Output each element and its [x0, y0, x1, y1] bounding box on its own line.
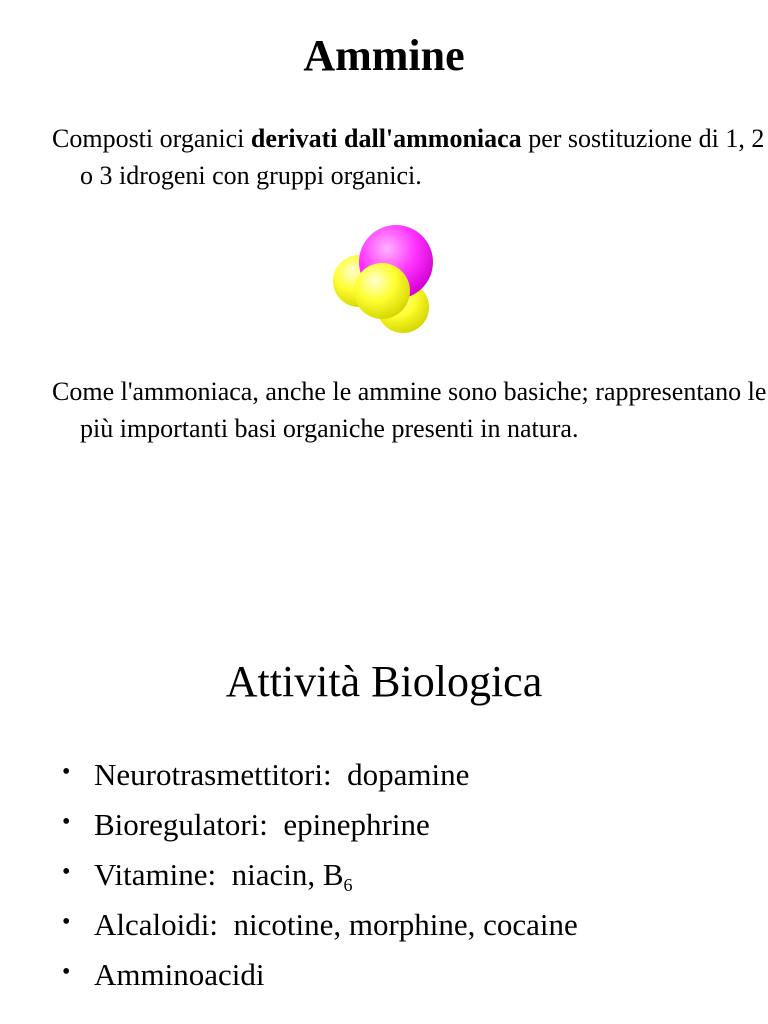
bullet-icon: • — [62, 859, 71, 885]
list-item — [62, 900, 742, 950]
slide-title: Attività Biologica — [225, 657, 543, 706]
hydrogen-atom-front — [354, 263, 410, 319]
list-item — [62, 800, 742, 850]
definition-text-end: per sostituzione di 1, 2 o 3 idrogeni con gruppi organici. — [80, 124, 765, 190]
slide-title: Ammine — [303, 31, 465, 80]
amine-molecule-model — [328, 222, 438, 336]
definition-paragraph — [52, 120, 768, 194]
basicity-paragraph: Come l'ammoniaca, anche le ammine sono basiche; rappresentano le più importanti basi organiche presenti in natura. — [52, 377, 767, 443]
list-item — [62, 750, 742, 800]
definition-text-start: Composti organici — [52, 124, 251, 153]
bullet-icon: • — [62, 759, 71, 785]
item-label: Vitamine: — [94, 857, 217, 892]
list-item — [62, 850, 742, 900]
bullet-list — [62, 750, 742, 1000]
item-label: Neurotrasmettitori: — [94, 757, 332, 792]
item-label: Bioregulatori: — [94, 807, 268, 842]
item-value: nicotine, morphine, cocaine — [233, 907, 578, 942]
item-label: Alcaloidi: — [94, 907, 218, 942]
bullet-icon: • — [62, 959, 71, 985]
item-subscript: 6 — [343, 875, 353, 895]
item-value: dopamine — [347, 757, 470, 792]
list-item — [62, 950, 742, 1000]
item-label: Amminoacidi — [94, 957, 265, 992]
item-value: niacin, B — [231, 857, 344, 892]
bullet-icon: • — [62, 809, 71, 835]
definition-bold-text: derivati dall'ammoniaca — [250, 124, 522, 153]
bullet-icon: • — [62, 909, 71, 935]
slide-attivita-biologica — [0, 512, 768, 1024]
item-value: epinephrine — [283, 807, 430, 842]
